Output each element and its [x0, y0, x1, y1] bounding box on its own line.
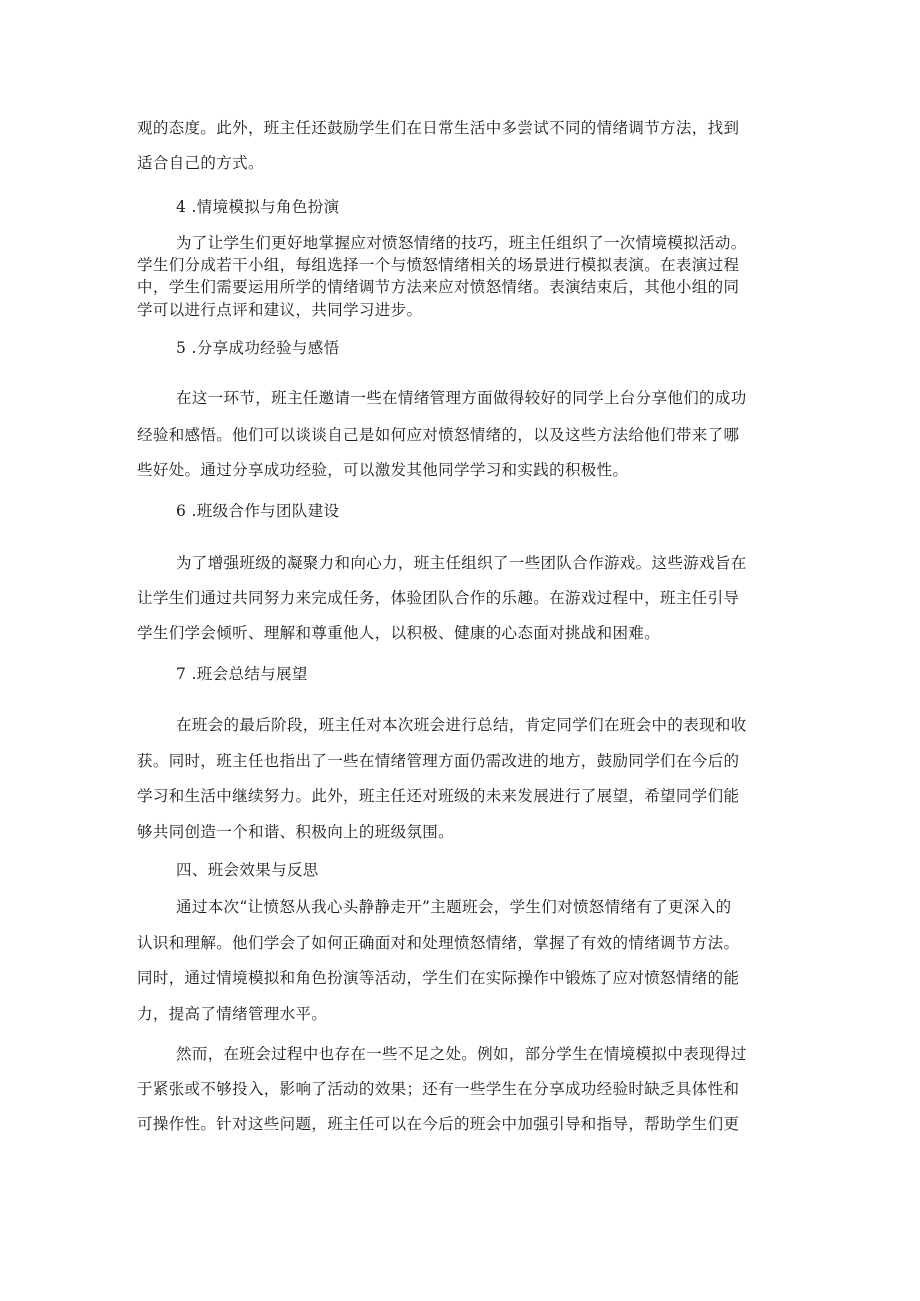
section-four-heading: 四、班会效果与反思 — [176, 861, 319, 879]
paragraph-line: 在班会的最后阶段，班主任对本次班会进行总结，肯定同学们在班会中的表现和收 — [176, 716, 747, 734]
paragraph-line: 认识和理解。他们学会了如何正确面对和处理愤怒情绪，掌握了有效的情绪调节方法。 — [137, 934, 740, 952]
section-7-heading: 7 .班会总结与展望 — [176, 665, 308, 683]
paragraph-line: 够共同创造一个和谐、积极向上的班级氛围。 — [137, 823, 455, 841]
paragraph-line: 让学生们通过共同努力来完成任务，体验团队合作的乐趣。在游戏过程中，班主任引导 — [137, 589, 740, 607]
paragraph-line: 于紧张或不够投入，影响了活动的效果；还有一些学生在分享成功经验时缺乏具体性和 — [137, 1080, 740, 1098]
paragraph-line: 学习和生活中继续努力。此外，班主任还对班级的未来发展进行了展望，希望同学们能 — [137, 787, 740, 805]
paragraph-line: 通过本次“让愤怒从我心头静静走开”主题班会，学生们对愤怒情绪有了更深入的 — [176, 898, 732, 916]
section-4-heading: 4 .情境模拟与角色扮演 — [176, 198, 340, 216]
paragraph-line: 学生们分成若干小组，每组选择一个与愤怒情绪相关的场景进行模拟表演。在表演过程 — [137, 256, 740, 274]
paragraph-line: 在这一环节，班主任邀请一些在情绪管理方面做得较好的同学上台分享他们的成功 — [176, 389, 747, 407]
paragraph-line: 获。同时，班主任也指出了一些在情绪管理方面仍需改进的地方，鼓励同学们在今后的 — [137, 752, 740, 770]
paragraph-line: 些好处。通过分享成功经验，可以激发其他同学学习和实践的积极性。 — [137, 461, 629, 479]
paragraph-line: 然而，在班会过程中也存在一些不足之处。例如，部分学生在情境模拟中表现得过 — [176, 1045, 747, 1063]
paragraph-line: 可操作性。针对这些问题，班主任可以在今后的班会中加强引导和指导，帮助学生们更 — [137, 1115, 740, 1133]
paragraph-line: 学生们学会倾听、理解和尊重他人，以积极、健康的心态面对挑战和困难。 — [137, 624, 661, 642]
paragraph-line: 经验和感悟。他们可以谈谈自己是如何应对愤怒情绪的，以及这些方法给他们带来了哪 — [137, 426, 740, 444]
paragraph-line: 学可以进行点评和建议，共同学习进步。 — [137, 301, 423, 319]
section-5-heading: 5 .分享成功经验与感悟 — [176, 339, 340, 357]
paragraph-line: 为了让学生们更好地掌握应对愤怒情绪的技巧，班主任组织了一次情境模拟活动。 — [176, 234, 747, 252]
paragraph-line: 观的态度。此外，班主任还鼓励学生们在日常生活中多尝试不同的情绪调节方法，找到 — [137, 119, 740, 137]
paragraph-line: 适合自己的方式。 — [137, 154, 264, 172]
paragraph-line: 同时，通过情境模拟和角色扮演等活动，学生们在实际操作中锻炼了应对愤怒情绪的能 — [137, 969, 740, 987]
paragraph-line: 中，学生们需要运用所学的情绪调节方法来应对愤怒情绪。表演结束后，其他小组的同 — [137, 278, 740, 296]
paragraph-line: 为了增强班级的凝聚力和向心力，班主任组织了一些团队合作游戏。这些游戏旨在 — [176, 554, 747, 572]
paragraph-line: 力，提高了情绪管理水平。 — [137, 1005, 328, 1023]
section-6-heading: 6 .班级合作与团队建设 — [176, 502, 340, 520]
